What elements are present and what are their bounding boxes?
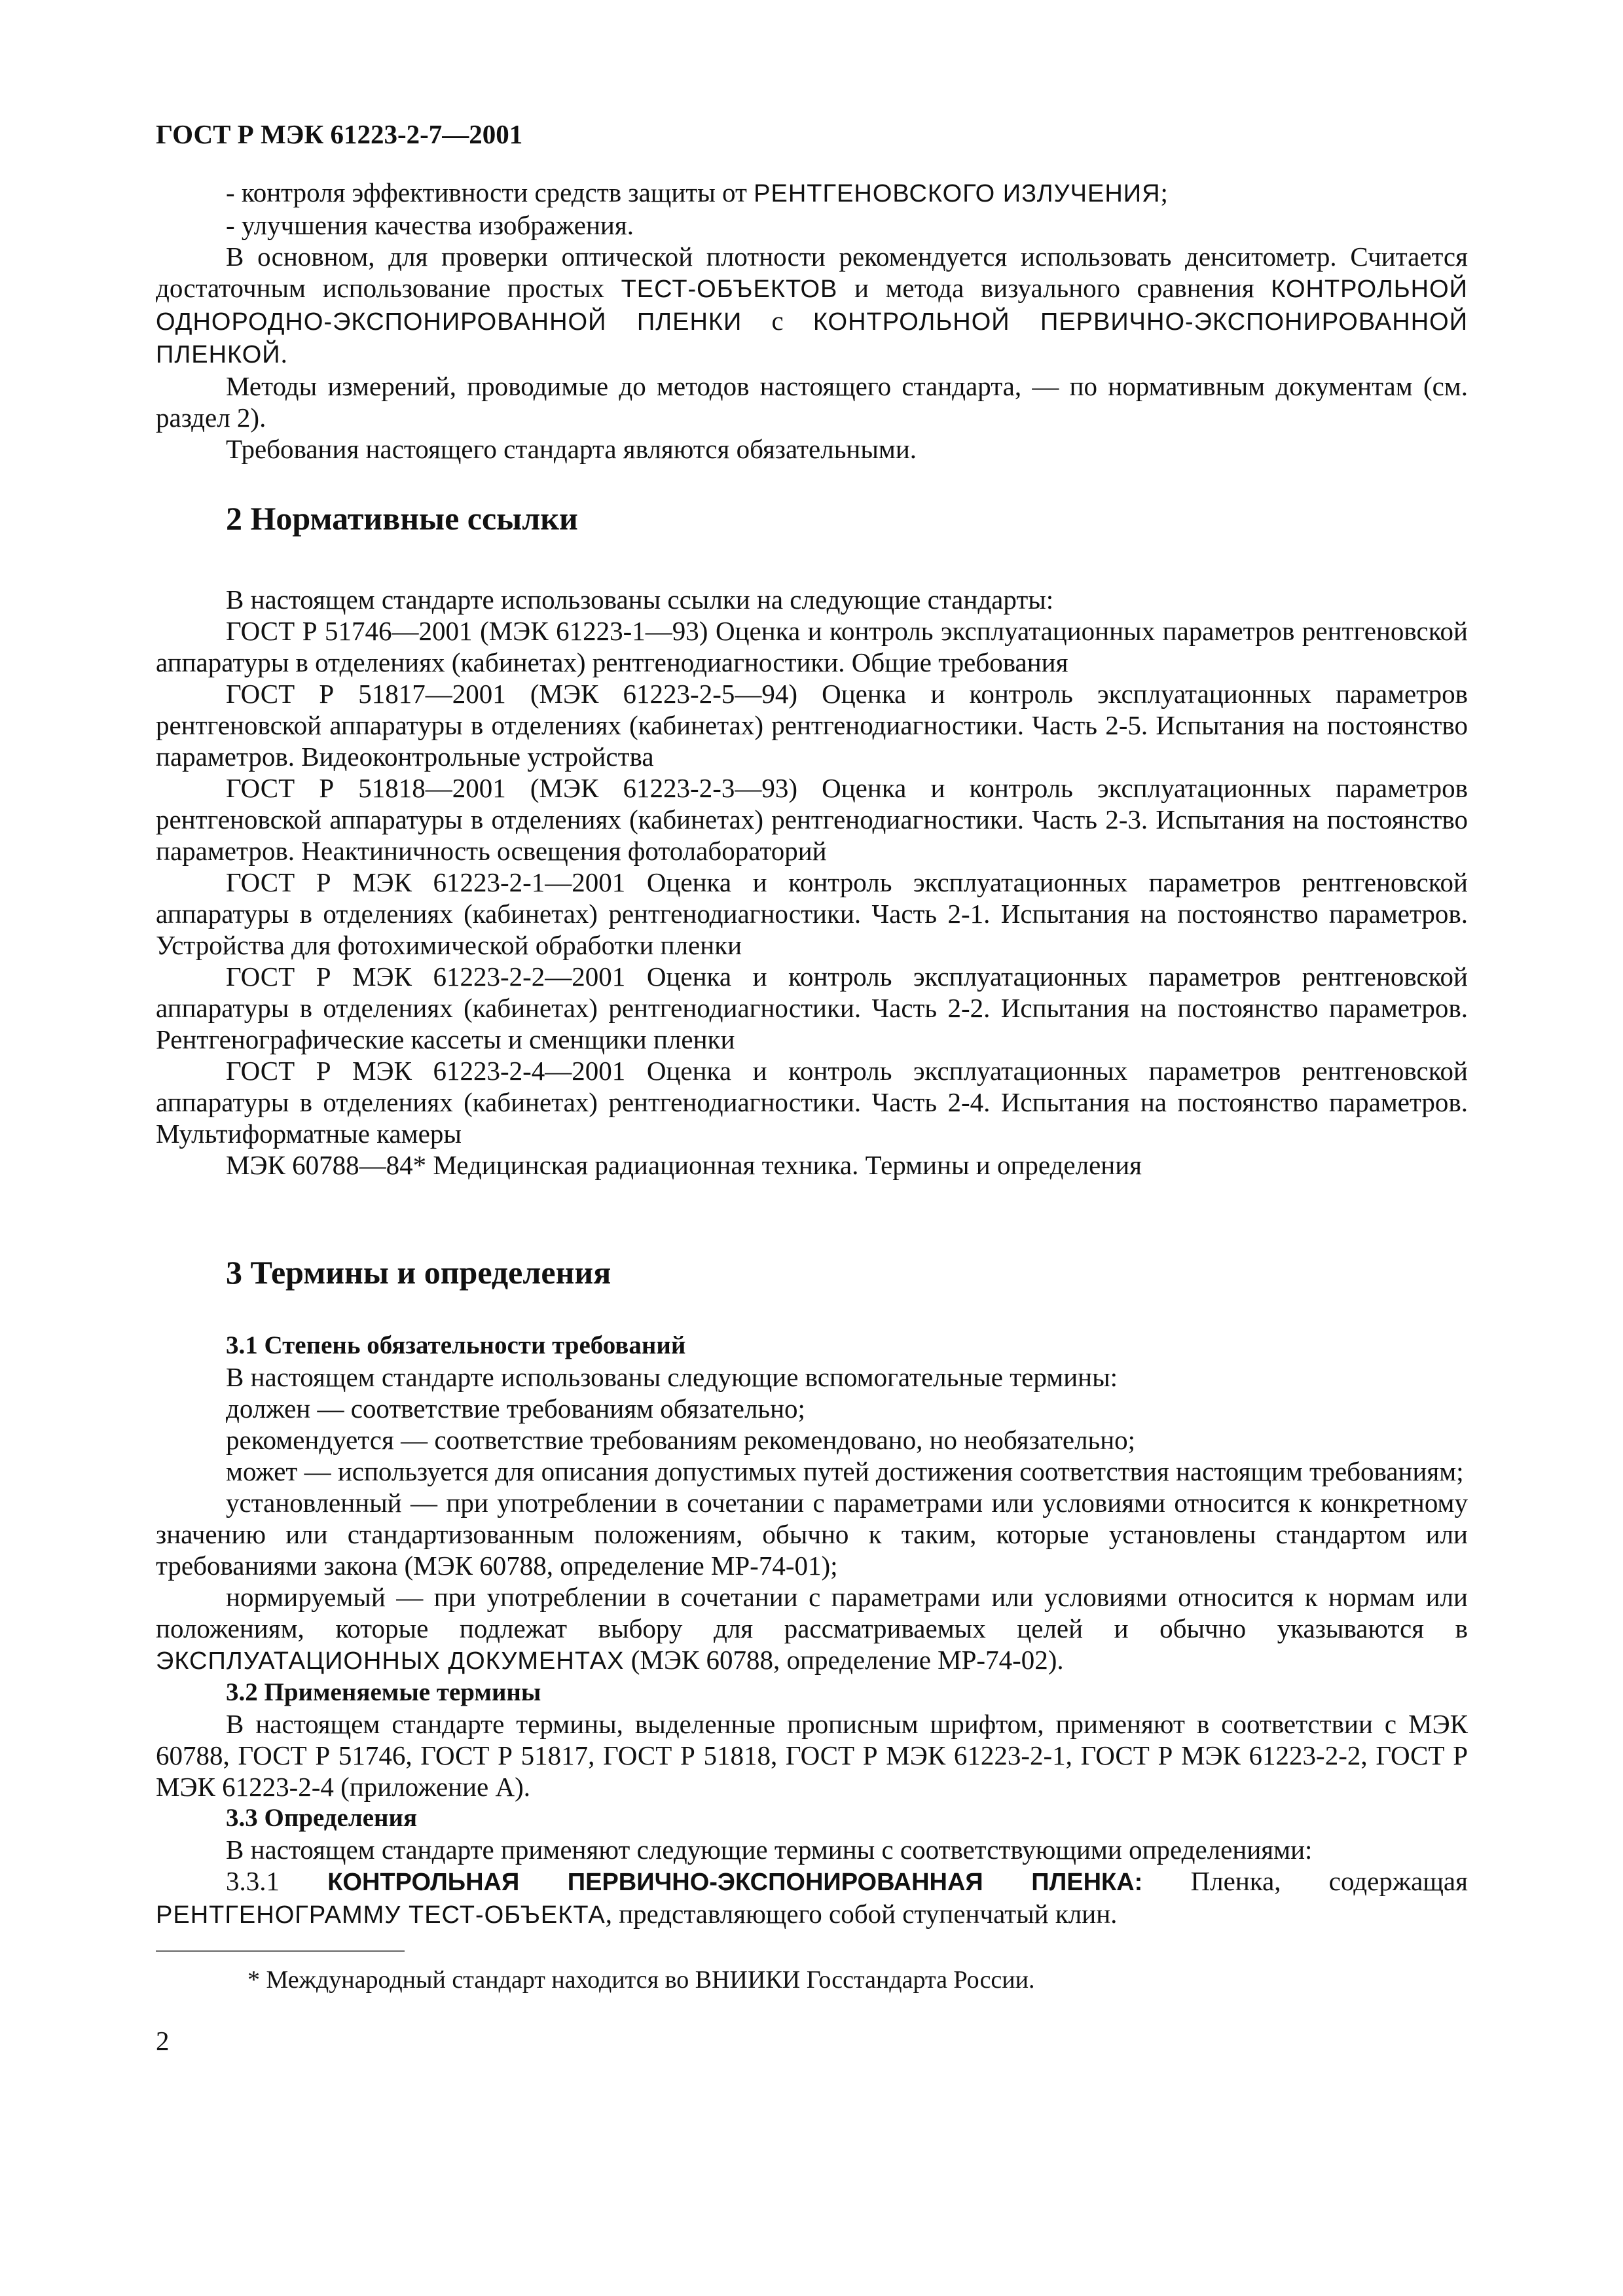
intro-item-2: - улучшения качества изображения. [226, 210, 634, 240]
term-normalized-caps: ЭКСПЛУАТАЦИОННЫХ ДОКУМЕНТАХ [156, 1647, 625, 1675]
subsection-3-1-heading: 3.1 Степень обязательности требований [226, 1331, 686, 1359]
intro-item-1-caps: РЕНТГЕНОВСКОГО ИЗЛУЧЕНИЯ [754, 180, 1161, 207]
subsection-3-3-intro: В настоящем стандарте применяют следующие термины с соответствующими определениями: [226, 1835, 1313, 1865]
methods-paragraph: Методы измерений, проводимые до методов настоящего стандарта, — по нормативным документам (см. раздел 2). [156, 371, 1468, 433]
section-2-heading: 2 Нормативные ссылки [226, 500, 578, 537]
reference-item: ГОСТ Р МЭК 61223-2-1—2001 Оценка и контроль эксплуатационных параметров рентгеновской аппаратуры в отделениях (кабинетах) рентгенодиагностики. Часть 2-1. Испытания на постоянство параметров. Устройства для фотохимической обработки пленки [156, 867, 1468, 960]
reference-item: ГОСТ Р МЭК 61223-2-2—2001 Оценка и контроль эксплуатационных параметров рентгеновской аппаратуры в отделениях (кабинетах) рентгенодиагностики. Часть 2-2. Испытания на постоянство параметров. Рентгенографические кассеты и сменщики пленки [156, 961, 1468, 1054]
densitometer-text-2: и метода визуального сравнения [837, 273, 1271, 303]
term-normalized [156, 1581, 1468, 1677]
subsection-3-3-heading: 3.3 Определения [226, 1804, 418, 1832]
reference-item: ГОСТ Р 51818—2001 (МЭК 61223-2-3—93) Оценка и контроль эксплуатационных параметров рентгеновской аппаратуры в отделениях (кабинетах) рентгенодиагностики. Часть 2-3. Испытания на постоянство параметров. Неактиничность освещения фотолабораторий [156, 773, 1468, 866]
densitometer-text-3: с [742, 306, 813, 336]
definition-term: КОНТРОЛЬНАЯ ПЕРВИЧНО-ЭКСПОНИРОВАННАЯ ПЛЕНКА: [327, 1869, 1143, 1896]
term-established: установленный — при употреблении в сочетании с параметрами или условиями относится к конкретному значению или стандартизованным положениям, обычно к таким, которые установлены стандартом или требованиями закона (МЭК 60788, определение МР-74-01); [156, 1488, 1468, 1581]
section-3-heading: 3 Термины и определения [226, 1254, 611, 1291]
mandatory-paragraph: Требования настоящего стандарта являются обязательными. [226, 434, 917, 464]
subsection-3-2-heading: 3.2 Применяемые термины [226, 1678, 541, 1706]
term-normalized-end: (МЭК 60788, определение МР-74-02). [624, 1645, 1064, 1675]
definition-text-1: Пленка, содержащая [1142, 1866, 1468, 1896]
subsection-3-1-intro: В настоящем стандарте использованы следующие вспомогательные термины: [226, 1362, 1118, 1392]
footnote-divider [156, 1950, 405, 1952]
definition-caps: РЕНТГЕНОГРАММУ ТЕСТ-ОБЪЕКТА [156, 1901, 606, 1929]
intro-item-1-text: - контроля эффективности средств защиты от [226, 177, 754, 207]
densitometer-caps-1: ТЕСТ-ОБЪЕКТОВ [621, 276, 838, 303]
densitometer-caps-3: КОНТРОЛЬНОЙ ПЕРВИЧНО-ЭКСПОНИРОВАННОЙ ПЛЕНКОЙ [156, 308, 1468, 368]
document-page [156, 118, 1468, 2056]
page-number: 2 [156, 2026, 170, 2056]
intro-item-1 [156, 177, 1468, 209]
reference-item: МЭК 60788—84* Медицинская радиационная техника. Термины и определения [226, 1150, 1142, 1180]
densitometer-text-4: . [280, 338, 287, 368]
densitometer-paragraph [156, 241, 1468, 370]
definition-3-3-1 [156, 1865, 1468, 1931]
term-may: может — используется для описания допустимых путей достижения соответствия настоящим требованиям; [226, 1456, 1464, 1486]
reference-item: ГОСТ Р 51817—2001 (МЭК 61223-2-5—94) Оценка и контроль эксплуатационных параметров рентгеновской аппаратуры в отделениях (кабинетах) рентгенодиагностики. Часть 2-5. Испытания на постоянство параметров. Видеоконтрольные устройства [156, 679, 1468, 772]
densitometer-caps-2: КОНТРОЛЬНОЙ ОДНОРОДНО-ЭКСПОНИРОВАННОЙ ПЛЕНКИ [156, 276, 1468, 336]
section-2-intro: В настоящем стандарте использованы ссылки на следующие стандарты: [226, 584, 1054, 615]
definition-number: 3.3.1 [226, 1866, 328, 1896]
footnote: * Международный стандарт находится во ВНИИКИ Госстандарта России. [247, 1966, 1035, 1994]
subsection-3-2-text: В настоящем стандарте термины, выделенные прописным шрифтом, применяют в соответствии с МЭК 60788, ГОСТ Р 51746, ГОСТ Р 51817, ГОСТ Р 51818, ГОСТ Р МЭК 61223-2-1, ГОСТ Р МЭК 61223-2-2, ГОСТ Р МЭК 61223-2-4 (приложение А). [156, 1709, 1468, 1802]
densitometer-text-1: В основном, для проверки оптической плотности рекомендуется использовать денситометр. Считается достаточным использование простых [156, 242, 1468, 303]
term-normalized-text: нормируемый — при употреблении в сочетании с параметрами или условиями относится к нормам или положениям, которые подлежат выбору для рассматриваемых целей и обычно указываются в [156, 1582, 1468, 1643]
reference-item: ГОСТ Р МЭК 61223-2-4—2001 Оценка и контроль эксплуатационных параметров рентгеновской аппаратуры в отделениях (кабинетах) рентгенодиагностики. Часть 2-4. Испытания на постоянство параметров. Мультиформатные камеры [156, 1056, 1468, 1149]
term-recommended: рекомендуется — соответствие требованиям рекомендовано, но необязательно; [226, 1425, 1136, 1455]
term-must: должен — соответствие требованиям обязательно; [226, 1393, 805, 1424]
definition-text-2: , представляющего собой ступенчатый клин. [605, 1899, 1118, 1929]
reference-item: ГОСТ Р 51746—2001 (МЭК 61223-1—93) Оценка и контроль эксплуатационных параметров рентгеновской аппаратуры в отделениях (кабинетах) рентгенодиагностики. Общие требования [156, 616, 1468, 677]
running-header: ГОСТ Р МЭК 61223-2-7—2001 [156, 119, 523, 149]
intro-item-1-end: ; [1160, 177, 1168, 207]
